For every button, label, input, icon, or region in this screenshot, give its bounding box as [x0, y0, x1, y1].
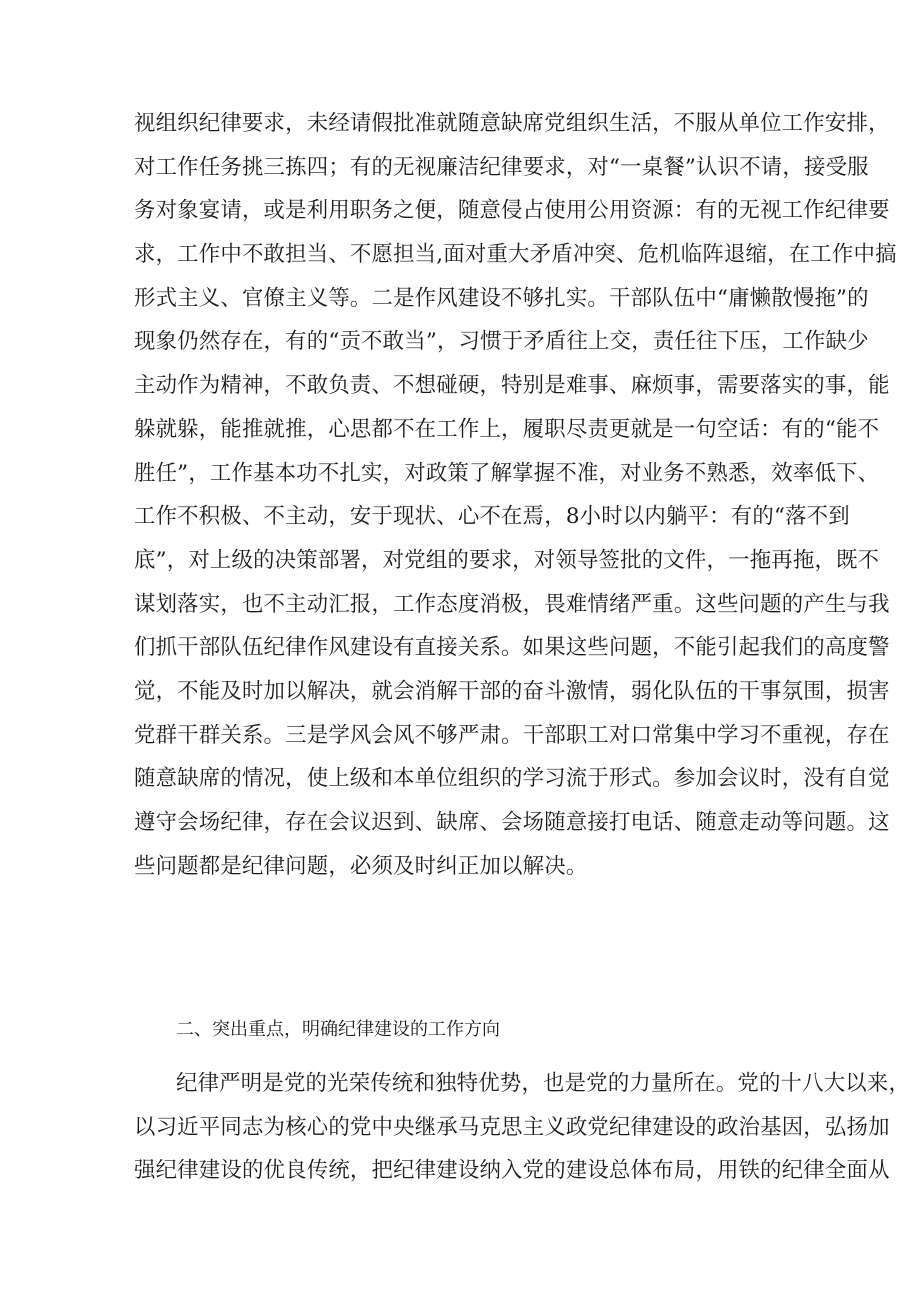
text-line: 求，工作中不敢担当、不愿担当,面对重大矛盾冲突、危机临阵退缩，在工作中搞 — [134, 242, 897, 268]
text-line: 强纪律建设的优良传统，把纪律建设纳入党的建设总体布局，用铁的纪律全面从 — [134, 1158, 890, 1184]
text-line: 觉，不能及时加以解决，就会消解干部的奋斗激情，弱化队伍的干事氛围，损害 — [134, 678, 890, 704]
text-line: 视组织纪律要求，未经请假批准就随意缺席党组织生活，不服从单位工作安排， — [134, 111, 890, 136]
text-line: 形式主义、官僚主义等。二是作风建设不够扎实。干部队伍中“庸懒散慢拖”的 — [134, 285, 869, 311]
text-line: 随意缺席的情况，使上级和本单位组织的学习流于形式。参加会议时，没有自觉 — [134, 766, 890, 792]
text-line: 党群干群关系。三是学风会风不够严肃。干部职工对口常集中学习不重视，存在 — [134, 722, 890, 748]
paragraph-2 — [134, 1062, 911, 1193]
text-line: 遵守会场纪律，存在会议迟到、缺席、会场随意接打电话、随意走动等问题。这 — [134, 810, 890, 835]
text-line: 胜任”，工作基本功不扎实，对政策了解掌握不准，对业务不熟悉，效率低下、 — [134, 460, 880, 486]
text-line: 工作不积极、不主动，安于现状、心不在焉，8小时以内躺平：有的“落不到 — [134, 504, 850, 530]
text-line: 谋划落实，也不主动汇报，工作态度消极，畏难情绪严重。这些问题的产生与我 — [134, 591, 890, 617]
text-line: 底”，对上级的决策部署，对党组的要求，对领导签批的文件，一拖再拖，既不 — [134, 547, 880, 573]
text-line: 以习近平同志为核心的党中央继承马克思主义政党纪律建设的政治基因，弘扬加 — [134, 1114, 890, 1140]
text-line: 现象仍然存在，有的“贡不敢当”，习惯于矛盾往上交，责任往下压，工作缺少 — [134, 329, 869, 355]
text-line: 纪律严明是党的光荣传统和独特优势，也是党的力量所在。党的十八大以来， — [176, 1071, 911, 1096]
text-line: 主动作为精神，不敢负责、不想碰硬，特别是难事、麻烦事，需要落实的事，能 — [134, 373, 890, 399]
text-line: 些问题都是纪律问题，必须及时纠正加以解决。 — [134, 853, 588, 879]
text-line: 们抓干部队伍纪律作风建设有直接关系。如果这些问题，不能引起我们的高度警 — [134, 635, 890, 661]
text-line: 务对象宴请，或是利用职务之便，随意侵占使用公用资源：有的无视工作纪律要 — [134, 198, 890, 224]
text-line: 对工作任务挑三拣四；有的无视廉洁纪律要求，对“一桌餐”认识不请，接受服 — [134, 154, 869, 180]
paragraph-1 — [134, 102, 897, 888]
section-heading: 二、突出重点，明确纪律建设的工作方向 — [176, 1019, 500, 1040]
text-line: 躲就躲，能推就推，心思都不在工作上，履职尽责更就是一句空话：有的“能不 — [134, 416, 880, 442]
